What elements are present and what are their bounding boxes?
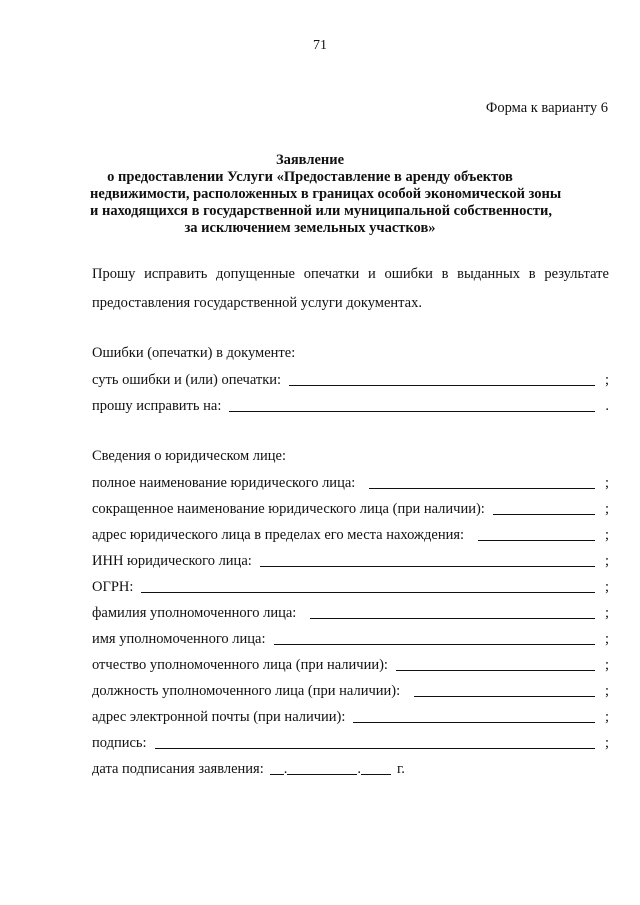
fill-in-line[interactable] [414, 695, 595, 697]
field-label: подпись: [92, 735, 147, 751]
field-label: прошу исправить на: [92, 398, 222, 414]
form-reference: Форма к варианту 6 [485, 100, 608, 116]
patronymic-field[interactable]: отчество уполномоченного лица (при наличии): ; [92, 657, 609, 673]
field-label: адрес юридического лица в пределах его места нахождения: [92, 527, 465, 543]
intro-line-1: Прошу исправить допущенные опечатки и ошибки в выданных в результате [92, 266, 609, 282]
email-field[interactable]: адрес электронной почты (при наличии): ; [92, 709, 609, 725]
field-label: фамилия уполномоченного лица: [92, 605, 297, 621]
fill-in-line[interactable] [478, 539, 595, 541]
position-field[interactable]: должность уполномоченного лица (при наличии): ; [92, 683, 609, 699]
title-line-5: за исключением земельных участков» [184, 220, 436, 236]
fill-in-line[interactable] [353, 721, 595, 723]
document-title [90, 152, 562, 237]
errors-heading: Ошибки (опечатки) в документе: [92, 345, 296, 361]
legal-entity-heading: Сведения о юридическом лице: [92, 448, 286, 464]
correction-field[interactable]: прошу исправить на: . [92, 398, 609, 414]
fill-in-line[interactable] [310, 617, 595, 619]
fill-in-line[interactable] [155, 747, 595, 749]
error-essence-field[interactable]: суть ошибки и (или) опечатки: ; [92, 372, 609, 388]
field-label: ИНН юридического лица: [92, 553, 252, 569]
fill-in-line[interactable] [493, 513, 595, 515]
field-label: отчество уполномоченного лица (при наличии): [92, 657, 388, 673]
fill-in-line[interactable] [260, 565, 595, 567]
month-blank[interactable] [287, 773, 357, 775]
title-line-1: Заявление [275, 152, 345, 168]
signing-date-field[interactable]: дата подписания заявления: . . г. [92, 761, 405, 777]
signature-field[interactable]: подпись: ; [92, 735, 609, 751]
surname-field[interactable]: фамилия уполномоченного лица: ; [92, 605, 609, 621]
field-label: адрес электронной почты (при наличии): [92, 709, 346, 725]
fill-in-line[interactable] [396, 669, 595, 671]
fill-in-line[interactable] [289, 384, 595, 386]
page-number: 71 [313, 38, 327, 53]
first-name-field[interactable]: имя уполномоченного лица: ; [92, 631, 609, 647]
field-label: суть ошибки и (или) опечатки: [92, 372, 282, 388]
field-label: полное наименование юридического лица: [92, 475, 356, 491]
title-line-2: о предоставлении Услуги «Предоставление в аренду объектов [107, 169, 513, 185]
title-line-3: недвижимости, расположенных в границах особой экономической зоны [90, 186, 562, 202]
intro-paragraph [92, 266, 609, 312]
field-label: должность уполномоченного лица (при наличии): [92, 683, 401, 699]
ogrn-field[interactable]: ОГРН: ; [92, 579, 609, 595]
full-name-field[interactable]: полное наименование юридического лица: ; [92, 475, 609, 491]
intro-line-2: предоставления государственной услуги документах. [92, 295, 422, 311]
fill-in-line[interactable] [141, 591, 595, 593]
field-label: ОГРН: [92, 579, 134, 595]
inn-field[interactable]: ИНН юридического лица: ; [92, 553, 609, 569]
fill-in-line[interactable] [369, 487, 595, 489]
year-blank[interactable] [361, 773, 391, 775]
title-line-4: и находящихся в государственной или муниципальной собственности, [90, 203, 552, 219]
field-label: имя уполномоченного лица: [92, 631, 266, 647]
address-field[interactable]: адрес юридического лица в пределах его места нахождения: ; [92, 527, 609, 543]
field-label: дата подписания заявления: [92, 761, 264, 777]
day-blank[interactable] [270, 773, 284, 775]
field-label: сокращенное наименование юридического лица (при наличии): [92, 501, 485, 517]
fill-in-line[interactable] [229, 410, 595, 412]
fill-in-line[interactable] [274, 643, 596, 645]
short-name-field[interactable]: сокращенное наименование юридического лица (при наличии): ; [92, 501, 609, 517]
